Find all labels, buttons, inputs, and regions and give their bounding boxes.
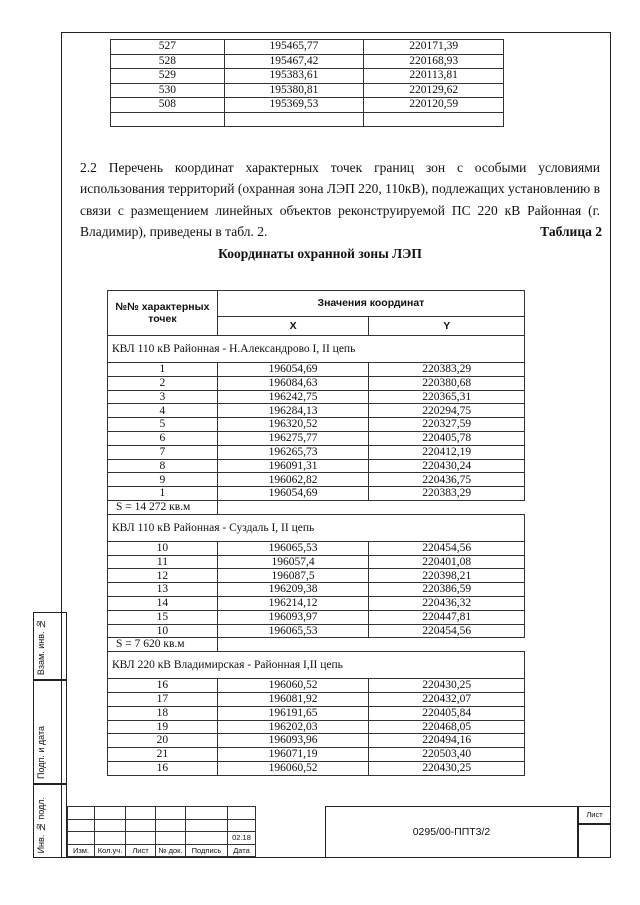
x-value: 196265,73	[217, 445, 369, 459]
area-empty	[217, 638, 524, 652]
point-number: 21	[108, 748, 218, 762]
title-block-column-label: Кол.уч.	[95, 844, 126, 857]
point-number: 5	[108, 418, 218, 432]
table-row	[108, 748, 525, 762]
table-row	[108, 734, 525, 748]
coordinates-table	[107, 290, 525, 776]
point-number: 2	[108, 376, 218, 390]
table-row	[108, 363, 525, 377]
point-number: 530	[111, 83, 225, 98]
side-label-inv: Инв. № подл.	[36, 796, 46, 853]
side-cell-vzam	[33, 612, 67, 680]
x-value	[224, 112, 364, 127]
y-value: 220398,21	[369, 569, 525, 583]
table-row	[108, 555, 525, 569]
x-value: 196191,65	[217, 706, 369, 720]
top-table-row	[111, 69, 504, 84]
top-table-row	[111, 54, 504, 69]
point-number: 6	[108, 431, 218, 445]
point-number: 10	[108, 624, 218, 638]
top-coordinates-table	[110, 39, 504, 127]
table-row	[108, 569, 525, 583]
section-title: КВЛ 220 кВ Владимирская - Районная I,II цепь	[108, 652, 525, 679]
area-row	[108, 638, 525, 652]
y-value: 220430,25	[369, 679, 525, 693]
x-value: 196242,75	[217, 390, 369, 404]
point-number: 508	[111, 98, 225, 113]
area-value: S = 14 272 кв.м	[108, 500, 218, 514]
point-number: 3	[108, 390, 218, 404]
area-row	[108, 500, 525, 514]
y-value: 220327,59	[369, 418, 525, 432]
y-value: 220503,40	[369, 748, 525, 762]
point-number: 20	[108, 734, 218, 748]
y-value: 220454,56	[369, 541, 525, 555]
x-value: 196275,77	[217, 431, 369, 445]
table-title: Координаты охранной зоны ЛЭП	[218, 246, 422, 261]
x-value: 196060,52	[217, 679, 369, 693]
section-row	[108, 514, 525, 541]
point-number: 18	[108, 706, 218, 720]
y-value: 220412,19	[369, 445, 525, 459]
point-number: 14	[108, 596, 218, 610]
sheet-label: Лист	[578, 806, 611, 824]
title-block-column-label: Дата	[228, 844, 256, 857]
title-block	[67, 806, 611, 858]
y-value: 220401,08	[369, 555, 525, 569]
x-value: 196054,69	[217, 487, 369, 501]
table-row	[108, 583, 525, 597]
x-value: 195383,61	[224, 69, 364, 84]
y-value: 220129,62	[364, 83, 504, 98]
table-row	[108, 390, 525, 404]
y-value: 220436,75	[369, 473, 525, 487]
table-row	[108, 376, 525, 390]
point-number: 16	[108, 679, 218, 693]
title-block-column-label: Лист	[126, 844, 156, 857]
y-value	[364, 112, 504, 127]
table-row	[108, 431, 525, 445]
y-value: 220430,25	[369, 761, 525, 775]
x-value: 196320,52	[217, 418, 369, 432]
table-row	[108, 404, 525, 418]
point-number: 529	[111, 69, 225, 84]
point-number: 528	[111, 54, 225, 69]
x-value: 196202,03	[217, 720, 369, 734]
side-cell-inv	[33, 784, 67, 858]
y-value: 220432,07	[369, 692, 525, 706]
point-number: 1	[108, 363, 218, 377]
table-row	[108, 596, 525, 610]
title-block-grid	[67, 806, 256, 857]
title-block-column-label: Изм.	[68, 844, 95, 857]
point-number: 7	[108, 445, 218, 459]
table-row	[108, 761, 525, 775]
table-row	[108, 720, 525, 734]
x-value: 196065,53	[217, 541, 369, 555]
table-row	[108, 610, 525, 624]
y-value: 220113,81	[364, 69, 504, 84]
y-value: 220405,78	[369, 431, 525, 445]
side-label-vzam: Взам. инв. №	[36, 618, 46, 675]
point-number: 4	[108, 404, 218, 418]
area-value: S = 7 620 кв.м	[108, 638, 218, 652]
point-number: 12	[108, 569, 218, 583]
side-cell-podp	[33, 680, 67, 784]
x-value: 195465,77	[224, 40, 364, 55]
y-value: 220494,16	[369, 734, 525, 748]
side-stamp	[33, 612, 67, 858]
y-value: 220436,32	[369, 596, 525, 610]
side-label-podp: Подп. и дата	[36, 725, 46, 779]
table-row	[108, 706, 525, 720]
top-table-row	[111, 112, 504, 127]
x-value: 196209,38	[217, 583, 369, 597]
point-number: 13	[108, 583, 218, 597]
table-row	[108, 679, 525, 693]
point-number: 16	[108, 761, 218, 775]
title-date: 02.18	[228, 832, 256, 845]
y-value: 220383,29	[369, 363, 525, 377]
table-row	[108, 418, 525, 432]
x-value: 196057,4	[217, 555, 369, 569]
y-value: 220468,05	[369, 720, 525, 734]
top-table-row	[111, 40, 504, 55]
section-row	[108, 652, 525, 679]
y-value: 220380,68	[369, 376, 525, 390]
header-y: Y	[369, 316, 525, 335]
x-value: 196214,12	[217, 596, 369, 610]
point-number: 15	[108, 610, 218, 624]
y-value: 220386,59	[369, 583, 525, 597]
y-value: 220454,56	[369, 624, 525, 638]
y-value: 220430,24	[369, 459, 525, 473]
point-number: 19	[108, 720, 218, 734]
table-row	[108, 692, 525, 706]
x-value: 195467,42	[224, 54, 364, 69]
x-value: 196081,92	[217, 692, 369, 706]
top-table-row	[111, 83, 504, 98]
header-values: Значения координат	[217, 291, 524, 317]
document-number: 0295/00-ППТ3/2	[325, 806, 578, 858]
point-number	[111, 112, 225, 127]
x-value: 196065,53	[217, 624, 369, 638]
section-title: КВЛ 110 кВ Районная - Суздаль I, II цепь	[108, 514, 525, 541]
y-value: 220405,84	[369, 706, 525, 720]
y-value: 220447,81	[369, 610, 525, 624]
point-number: 10	[108, 541, 218, 555]
table-row	[108, 624, 525, 638]
sheet-number-cell	[578, 824, 611, 858]
y-value: 220168,93	[364, 54, 504, 69]
point-number: 1	[108, 487, 218, 501]
y-value: 220120,59	[364, 98, 504, 113]
y-value: 220383,29	[369, 487, 525, 501]
header-points: №№ характерных точек	[108, 291, 218, 336]
x-value: 195380,81	[224, 83, 364, 98]
title-block-column-label: Подпись	[186, 844, 228, 857]
sheet-box	[578, 806, 611, 858]
point-number: 17	[108, 692, 218, 706]
area-empty	[217, 500, 524, 514]
x-value: 196084,63	[217, 376, 369, 390]
x-value: 196062,82	[217, 473, 369, 487]
top-table-row	[111, 98, 504, 113]
point-number: 8	[108, 459, 218, 473]
table-row	[108, 459, 525, 473]
x-value: 196284,13	[217, 404, 369, 418]
table-row	[108, 473, 525, 487]
x-value: 196054,69	[217, 363, 369, 377]
header-x: X	[217, 316, 369, 335]
x-value: 195369,53	[224, 98, 364, 113]
title-block-column-label: № док.	[156, 844, 186, 857]
y-value: 220294,75	[369, 404, 525, 418]
table-label: Таблица 2	[540, 224, 602, 239]
x-value: 196087,5	[217, 569, 369, 583]
x-value: 196060,52	[217, 761, 369, 775]
x-value: 196093,96	[217, 734, 369, 748]
x-value: 196071,19	[217, 748, 369, 762]
table-row	[108, 445, 525, 459]
table-row	[108, 541, 525, 555]
y-value: 220171,39	[364, 40, 504, 55]
section-row	[108, 336, 525, 363]
x-value: 196091,31	[217, 459, 369, 473]
table-row	[108, 487, 525, 501]
x-value: 196093,97	[217, 610, 369, 624]
point-number: 9	[108, 473, 218, 487]
point-number: 11	[108, 555, 218, 569]
point-number: 527	[111, 40, 225, 55]
y-value: 220365,31	[369, 390, 525, 404]
section-paragraph: 2.2 Перечень координат характерных точек границ зон с особыми условиями использования территорий (охранная зона ЛЭП 220, 110кВ), подлежащих установлению в связи с размещением линейных объектов реконструируемой ПС 220 кВ Районная (г. Владимир), приведены в табл. 2.	[80, 159, 600, 239]
section-title: КВЛ 110 кВ Районная - Н.Александрово I, II цепь	[108, 336, 525, 363]
